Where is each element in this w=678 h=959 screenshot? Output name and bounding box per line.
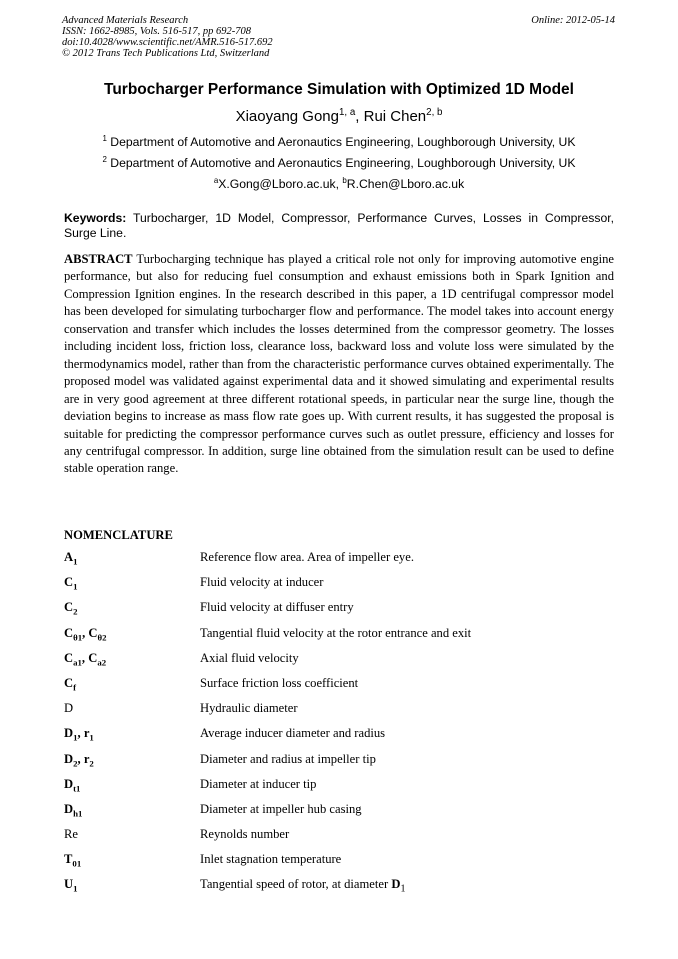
authors: Xiaoyang Gong$^{1, a}$, Rui Chen$^{2, b}$ bbox=[235, 107, 443, 125]
description bbox=[200, 626, 624, 651]
nomenclature-row bbox=[64, 651, 624, 676]
nomenclature-row bbox=[64, 676, 624, 701]
email-sup: b bbox=[342, 176, 347, 185]
symbol-base: C bbox=[64, 600, 74, 615]
emails: $^a$X.Gong@Lboro.ac.uk, $^b$R.Chen@Lboro.ac.uk bbox=[213, 176, 465, 192]
nomenclature-row bbox=[64, 626, 624, 651]
description bbox=[200, 676, 624, 701]
issn: ISSN: 1662-8985, Vols. 516-517, pp 692-708 bbox=[62, 26, 251, 37]
nomenclature-row bbox=[64, 827, 624, 852]
symbol-base: D bbox=[64, 701, 74, 716]
nomenclature-row bbox=[64, 600, 624, 625]
description-text: Hydraulic diameter bbox=[200, 701, 298, 716]
description bbox=[200, 777, 624, 802]
symbol-base: C bbox=[88, 650, 98, 665]
symbol-sub: 2 bbox=[73, 606, 78, 617]
symbol-sub: 1 bbox=[89, 732, 94, 743]
description-text: Surface friction loss coefficient bbox=[200, 675, 359, 690]
author-name: Xiaoyang Gong bbox=[235, 108, 339, 125]
symbol bbox=[64, 600, 200, 625]
paper-title: Turbocharger Performance Simulation with Optimized 1D Model bbox=[104, 81, 574, 98]
symbol bbox=[64, 676, 200, 701]
description bbox=[200, 827, 624, 852]
description bbox=[200, 575, 624, 600]
description-text: Diameter and radius at impeller tip bbox=[200, 751, 376, 766]
symbol-base: C bbox=[64, 575, 74, 590]
description bbox=[200, 752, 624, 777]
description-text: Average inducer diameter and radius bbox=[200, 726, 386, 741]
journal-header bbox=[62, 15, 273, 59]
description-text: Diameter at impeller hub casing bbox=[200, 801, 362, 816]
symbol-base: D bbox=[391, 877, 401, 892]
description-text: Axial fluid velocity bbox=[200, 650, 299, 665]
description-text: Reference flow area. Area of impeller eye. bbox=[200, 550, 414, 564]
description-text: Fluid velocity at inducer bbox=[200, 575, 324, 590]
symbol bbox=[64, 575, 200, 600]
abstract-label: ABSTRACT bbox=[64, 252, 133, 266]
nomenclature-list bbox=[64, 550, 624, 903]
description bbox=[200, 600, 624, 625]
nomenclature-row bbox=[64, 777, 624, 802]
symbol-sub: 1 bbox=[73, 883, 78, 894]
symbol-sub: 1 bbox=[73, 732, 78, 743]
description-text: Reynolds number bbox=[200, 827, 290, 842]
symbol-sub: 2 bbox=[89, 758, 94, 769]
symbol-base: Re bbox=[64, 827, 78, 842]
symbol: $D_1$, $r_1$ bbox=[64, 726, 94, 743]
email: R.Chen@Lboro.ac.uk bbox=[346, 177, 465, 192]
symbol-sub: 1 bbox=[73, 581, 78, 592]
aff-text: Department of Automotive and Aeronautics Engineering, Loughborough University, UK bbox=[110, 135, 576, 150]
doi: doi:10.4028/www.scientific.net/AMR.516-517.692 bbox=[62, 37, 273, 48]
description bbox=[200, 701, 624, 726]
nomenclature-row bbox=[64, 752, 624, 777]
keywords-text: Turbocharger, 1D Model, Compressor, Performance Curves, Losses in Compressor, Surge Line. bbox=[64, 211, 614, 240]
symbol-sub: θ2 bbox=[97, 632, 107, 643]
aff-sup: 1 bbox=[102, 134, 107, 143]
abstract bbox=[64, 251, 614, 478]
symbol-sub: a2 bbox=[97, 657, 107, 668]
author-sup: 2, b bbox=[426, 107, 443, 118]
symbol-sub: a1 bbox=[73, 657, 82, 668]
nomenclature-row bbox=[64, 575, 624, 600]
symbol-sub: 01 bbox=[72, 858, 82, 869]
symbol-base: r bbox=[83, 726, 90, 741]
symbol-base: D bbox=[64, 801, 74, 816]
nomenclature-row bbox=[64, 701, 624, 726]
author-name: Rui Chen bbox=[363, 108, 427, 125]
symbol-sub: t1 bbox=[73, 783, 81, 794]
symbol-base: D bbox=[64, 726, 74, 741]
symbol-base: A bbox=[64, 550, 74, 564]
symbol-base: T bbox=[64, 852, 73, 867]
symbol bbox=[64, 827, 200, 852]
description bbox=[200, 852, 624, 877]
description bbox=[200, 726, 624, 751]
description-text: Tangential fluid velocity at the rotor entrance and exit bbox=[200, 625, 472, 640]
symbol bbox=[64, 777, 200, 802]
nomenclature-row bbox=[64, 802, 624, 827]
symbol-base: C bbox=[64, 650, 74, 665]
keywords-label: Keywords: bbox=[64, 211, 127, 225]
nomenclature-row bbox=[64, 550, 624, 575]
symbol-base: C bbox=[64, 625, 74, 640]
description-text: Diameter at inducer tip bbox=[200, 776, 317, 791]
symbol-sub: 1 bbox=[400, 883, 406, 895]
symbol-sub: 2 bbox=[73, 758, 78, 769]
description bbox=[200, 802, 624, 827]
symbol: $C_{a1}$, $C_{a2}$ bbox=[64, 650, 107, 668]
journal-name: Advanced Materials Research bbox=[62, 15, 189, 26]
affiliation bbox=[0, 134, 678, 149]
symbol-base: C bbox=[88, 625, 98, 640]
symbol-base: C bbox=[64, 675, 74, 690]
email-sup: a bbox=[213, 176, 219, 185]
symbol: $C_{\theta 1}$, $C_{\theta 2}$ bbox=[64, 625, 107, 643]
symbol bbox=[64, 877, 200, 902]
abstract-text: Turbocharging technique has played a critical role not only for improving automotive engine performance, but also for reducing fuel consumption and exhaust emissions both in Spark Ignition and Compression Ignition engines. In the research described in this paper, a 1D centrifugal compressor model has been developed for simulating turbocharger flow and performance. The model takes into account energy conservation and transfer which includes the losses determined from the compressor geometry. The losses including incident loss, friction loss, clearance loss, backward loss and volute loss were simulated by the thermodynamics model, rather than from the characteristic performance curves obtained experimentally. The proposed model was validated against experimental data and it showed simulating and experimental results are in very good agreement at three different rotational speeds, in particular near the surge line, though the deviation begins to increase as mass flow rate goes up. With current results, it has suggested the proposal is suitable for predicting the compressor performance curves such as outlet pressure, efficiency and losses for any centrifugal compressor. In addition, surge line obtained from the simulation result can be used to define stable operation range. bbox=[64, 252, 615, 476]
description-text: Tangential speed of rotor, at diameter bbox=[200, 877, 389, 892]
symbol bbox=[64, 701, 200, 726]
nomenclature-row bbox=[64, 877, 624, 902]
nomenclature-heading: NOMENCLATURE bbox=[64, 528, 173, 542]
nomenclature-row bbox=[64, 852, 624, 877]
symbol-sub: θ1 bbox=[73, 632, 83, 643]
author-sup: 1, a bbox=[339, 107, 356, 118]
symbol bbox=[64, 550, 200, 575]
symbol-base: U bbox=[64, 877, 74, 892]
keywords bbox=[64, 211, 614, 241]
symbol: $D_2$, $r_2$ bbox=[64, 751, 94, 769]
affiliation bbox=[0, 155, 678, 170]
description bbox=[200, 550, 624, 575]
symbol bbox=[64, 852, 200, 877]
symbol-base: D bbox=[64, 776, 74, 791]
description-text: Fluid velocity at diffuser entry bbox=[200, 600, 354, 615]
description-text: Inlet stagnation temperature bbox=[200, 852, 342, 867]
symbol-sub: f bbox=[73, 682, 77, 693]
nomenclature-row bbox=[64, 726, 624, 751]
description bbox=[200, 877, 624, 902]
description bbox=[200, 651, 624, 676]
aff-sup: 2 bbox=[102, 155, 107, 164]
symbol-base: r bbox=[83, 751, 90, 766]
online-date: Online: 2012-05-14 bbox=[531, 15, 615, 26]
symbol-sub: h1 bbox=[73, 808, 83, 819]
symbol-base: D bbox=[64, 751, 74, 766]
symbol bbox=[64, 802, 200, 827]
email: X.Gong@Lboro.ac.uk bbox=[218, 177, 336, 192]
aff-text: Department of Automotive and Aeronautics Engineering, Loughborough University, UK bbox=[110, 156, 576, 171]
symbol-sub: 1 bbox=[73, 556, 78, 567]
copyright: © 2012 Trans Tech Publications Ltd, Switzerland bbox=[62, 48, 270, 59]
